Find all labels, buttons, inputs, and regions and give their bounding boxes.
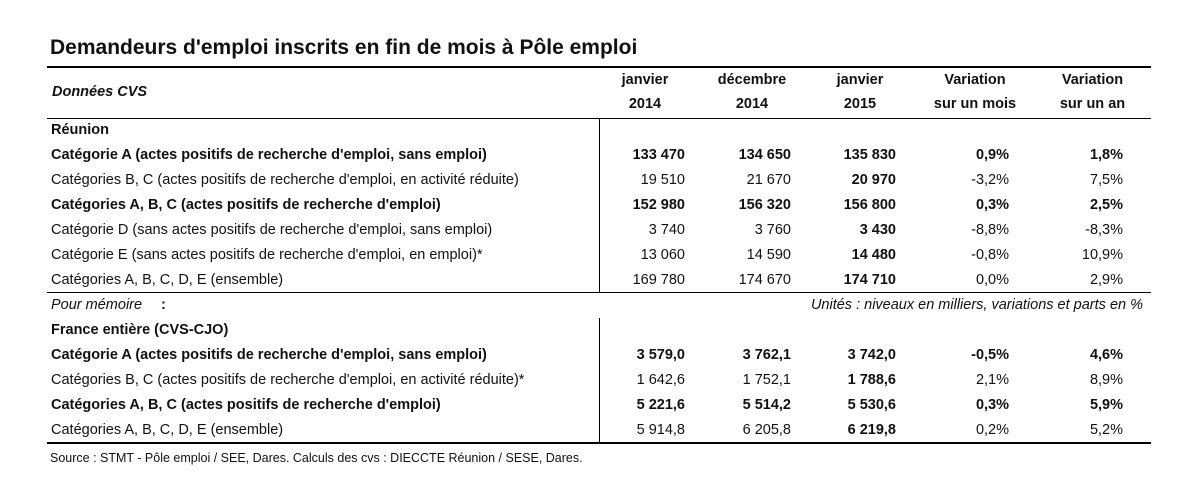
cell-var-month: 0,3%: [975, 197, 1009, 213]
cell-jan2015: 156 800: [843, 197, 896, 213]
cell-var-month: 0,0%: [975, 272, 1009, 288]
cell-jan2014: 152 980: [632, 197, 685, 213]
row-label: Catégorie A (actes positifs de recherche d'emploi, sans emploi): [51, 147, 487, 163]
cell-jan2014: 13 060: [640, 247, 685, 263]
section-reunion-label: Réunion: [51, 122, 109, 138]
column-separator: [599, 118, 600, 293]
cell-var-year: 2,5%: [1089, 197, 1123, 213]
cell-var-year: 10,9%: [1081, 247, 1123, 263]
cell-var-year: 5,9%: [1089, 397, 1123, 413]
cell-jan2015: 14 480: [851, 247, 896, 263]
row-label: Catégorie D (sans actes positifs de recherche d'emploi, sans emploi): [51, 222, 493, 238]
cell-var-month: -3,2%: [971, 172, 1009, 188]
cell-var-year: 2,9%: [1089, 272, 1123, 288]
cell-dec2014: 6 205,8: [742, 422, 791, 438]
cell-var-month: -0,5%: [971, 347, 1009, 363]
cell-var-year: -8,3%: [1085, 222, 1123, 238]
cell-var-month: -0,8%: [971, 247, 1009, 263]
cell-var-month: 0,3%: [975, 397, 1009, 413]
row-label: Catégories A, B, C (actes positifs de recherche d'emploi): [51, 397, 441, 413]
cell-var-year: 4,6%: [1089, 347, 1123, 363]
row-label: Catégories B, C (actes positifs de recherche d'emploi, en activité réduite)*: [51, 372, 525, 388]
header-col-dec2014-line2: 2014: [735, 96, 769, 112]
cell-dec2014: 3 762,1: [742, 347, 791, 363]
header-col-jan2014-line2: 2014: [628, 96, 662, 112]
section-france-label: France entière (CVS-CJO): [51, 322, 229, 338]
cell-jan2015: 3 742,0: [847, 347, 896, 363]
cell-dec2014: 1 752,1: [742, 372, 791, 388]
header-col-var-year: [1040, 68, 1145, 116]
cell-var-month: -8,8%: [971, 222, 1009, 238]
cell-var-year: 7,5%: [1089, 172, 1123, 188]
cell-var-month: 0,9%: [975, 147, 1009, 163]
source-note: Source : STMT - Pôle emploi / SEE, Dares. Calculs des cvs : DIECCTE Réunion / SESE, Dares.: [50, 451, 583, 465]
header-col-var-year-line1: Variation: [1061, 72, 1124, 88]
table-title: Demandeurs d'emploi inscrits en fin de mois à Pôle emploi: [50, 36, 638, 59]
header-col-var-month-line2: sur un mois: [933, 96, 1017, 112]
cell-var-month: 0,2%: [975, 422, 1009, 438]
header-data-label: Données CVS: [52, 84, 148, 100]
cell-jan2015: 135 830: [843, 147, 896, 163]
cell-jan2014: 133 470: [632, 147, 685, 163]
cell-var-year: 8,9%: [1089, 372, 1123, 388]
cell-dec2014: 14 590: [746, 247, 791, 263]
memo-colon: :: [161, 297, 166, 313]
cell-jan2015: 1 788,6: [847, 372, 896, 388]
header-col-var-month: [915, 68, 1035, 116]
bottom-rule: [47, 442, 1151, 444]
row-label: Catégories A, B, C, D, E (ensemble): [51, 422, 284, 438]
cell-dec2014: 174 670: [738, 272, 791, 288]
header-col-jan2015-line1: janvier: [836, 72, 884, 88]
cell-dec2014: 156 320: [738, 197, 791, 213]
cell-jan2014: 3 740: [648, 222, 685, 238]
cell-jan2014: 3 579,0: [636, 347, 685, 363]
cell-dec2014: 134 650: [738, 147, 791, 163]
cell-dec2014: 3 760: [754, 222, 791, 238]
cell-jan2015: 20 970: [851, 172, 896, 188]
memo-label: Pour mémoire: [51, 297, 143, 313]
cell-jan2015: 5 530,6: [847, 397, 896, 413]
cell-dec2014: 5 514,2: [742, 397, 791, 413]
header-col-dec2014: [700, 68, 804, 116]
memo-row: [47, 293, 1151, 318]
header-col-jan2015: [815, 68, 905, 116]
cell-jan2015: 6 219,8: [847, 422, 896, 438]
cell-jan2014: 5 914,8: [636, 422, 685, 438]
cell-var-month: 2,1%: [975, 372, 1009, 388]
cell-jan2014: 5 221,6: [636, 397, 685, 413]
header-col-jan2014: [600, 68, 690, 116]
cell-jan2014: 169 780: [632, 272, 685, 288]
header-col-var-month-line1: Variation: [944, 72, 1006, 88]
row-label: Catégories B, C (actes positifs de recherche d'emploi, en activité réduite): [51, 172, 519, 188]
header-col-jan2014-line1: janvier: [621, 72, 669, 88]
header-col-var-year-line2: sur un an: [1059, 96, 1126, 112]
cell-jan2014: 1 642,6: [636, 372, 685, 388]
row-label: Catégorie E (sans actes positifs de recherche d'emploi, en emploi)*: [51, 247, 483, 263]
cell-dec2014: 21 670: [746, 172, 791, 188]
header-col-jan2015-line2: 2015: [843, 96, 877, 112]
row-label: Catégories A, B, C, D, E (ensemble): [51, 272, 284, 288]
cell-jan2015: 3 430: [859, 222, 896, 238]
header-col-dec2014-line1: décembre: [717, 72, 787, 88]
row-label: Catégories A, B, C (actes positifs de recherche d'emploi): [51, 197, 441, 213]
cell-var-year: 1,8%: [1089, 147, 1123, 163]
cell-jan2014: 19 510: [640, 172, 685, 188]
cell-var-year: 5,2%: [1089, 422, 1123, 438]
cell-jan2015: 174 710: [843, 272, 896, 288]
row-label: Catégorie A (actes positifs de recherche d'emploi, sans emploi): [51, 347, 487, 363]
units-note: Unités : niveaux en milliers, variations et parts en %: [810, 297, 1143, 313]
column-separator: [599, 318, 600, 442]
